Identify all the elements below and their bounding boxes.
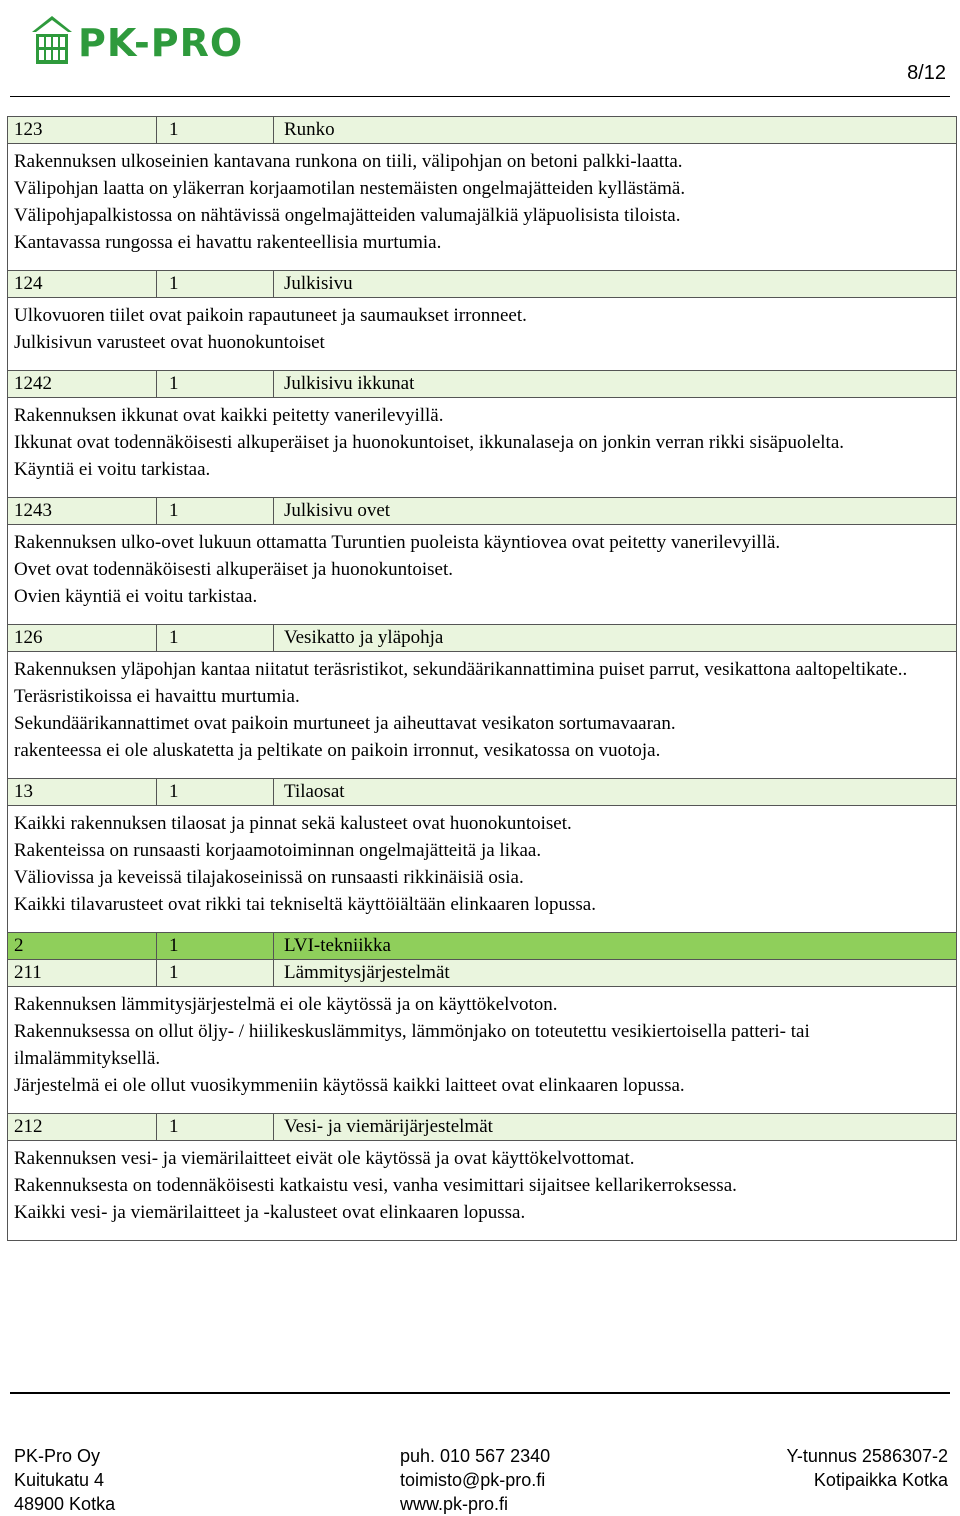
report-section	[7, 932, 957, 1114]
section-text-line: Ovet ovat todennäköisesti alkuperäiset ja huonokuntoiset.	[14, 559, 454, 580]
logo-text: PK-PRO	[78, 21, 244, 65]
section-code: 126	[8, 625, 157, 651]
pk-pro-logo	[30, 12, 290, 68]
section-text-line: Rakennuksesta on todennäköisesti katkaistu vesi, vanha vesimittari sijaitsee kellarikerroksessa.	[14, 1175, 737, 1196]
footer-email[interactable]: toimisto@pk-pro.fi	[400, 1470, 546, 1490]
report-section	[7, 624, 957, 779]
section-text-line: Ikkunat ovat todennäköisesti alkuperäiset ja huonokuntoiset, ikkunalaseja on jonkin verran rikki sisäpuolelta.	[14, 432, 844, 453]
footer-website[interactable]: www.pk-pro.fi	[400, 1494, 509, 1514]
footer-line: 48900 Kotka	[14, 1494, 116, 1514]
report-section	[7, 370, 957, 498]
report-section	[7, 1113, 957, 1241]
section-text-line: Sekundäärikannattimet ovat paikoin murtuneet ja aiheuttavat vesikaton sortumavaaran.	[14, 713, 676, 734]
report-section	[7, 116, 957, 271]
section-count: 1	[157, 1114, 274, 1140]
section-text-line: Ulkovuoren tiilet ovat paikoin rapautuneet ja saumaukset irronneet.	[14, 305, 527, 326]
page-number: 8/12	[907, 62, 946, 84]
section-count: 1	[157, 117, 274, 143]
section-text-line: Kaikki vesi- ja viemärilaitteet ja -kalusteet ovat elinkaaren lopussa.	[14, 1202, 526, 1223]
section-title: Vesikatto ja yläpohja	[284, 627, 444, 648]
section-header-row	[8, 271, 956, 298]
section-title: Runko	[284, 119, 335, 140]
section-title: Julkisivu ikkunat	[284, 373, 415, 394]
section-text-line: Kaikki rakennuksen tilaosat ja pinnat sekä kalusteet ovat huonokuntoiset.	[14, 813, 572, 834]
section-count: 1	[157, 371, 274, 397]
section-title: Julkisivu ovet	[284, 500, 391, 521]
footer-divider	[10, 1392, 950, 1394]
section-body	[8, 525, 956, 624]
footer-contact	[400, 1444, 550, 1516]
section-text-line: Rakennuksen ikkunat ovat kaikki peitetty vanerilevyillä.	[14, 405, 444, 426]
section-code: 211	[8, 960, 157, 986]
section-text-line: Käyntiä ei voitu tarkistaa.	[14, 459, 211, 480]
footer-company	[14, 1444, 115, 1516]
section-count: 1	[157, 625, 274, 651]
section-count: 1	[157, 498, 274, 524]
section-title: Tilaosat	[284, 781, 345, 802]
document-body	[7, 116, 957, 1240]
section-code: 212	[8, 1114, 157, 1140]
section-count: 1	[157, 933, 274, 959]
report-section	[7, 270, 957, 371]
section-text-line: Rakennuksen lämmitysjärjestelmä ei ole käytössä ja on käyttökelvoton.	[14, 994, 558, 1015]
report-section	[7, 778, 957, 933]
footer-line: PK-Pro Oy	[14, 1446, 101, 1466]
section-title: Vesi- ja viemärijärjestelmät	[284, 1116, 493, 1137]
section-code: 2	[8, 933, 157, 959]
section-text-line: Teräsristikoissa ei havaittu murtumia.	[14, 686, 300, 707]
section-text-line: Järjestelmä ei ole ollut vuosikymmeniin käytössä kaikki laitteet ovat elinkaaren lopussa.	[14, 1075, 685, 1096]
section-header-row	[8, 933, 956, 960]
section-body	[8, 806, 956, 932]
section-title: Julkisivu	[284, 273, 353, 294]
section-text-line: Rakennuksen yläpohjan kantaa niitatut teräsristikot, sekundäärikannattimina puiset parrut, vesikattona aaltopeltikate..	[14, 659, 908, 680]
section-code: 1243	[8, 498, 157, 524]
footer-line: Kotipaikka Kotka	[813, 1470, 948, 1490]
section-title: LVI-tekniikka	[284, 935, 391, 956]
section-count: 1	[157, 779, 274, 805]
section-body	[8, 987, 956, 1113]
section-text-line: Väliovissa ja keveissä tilajakoseinissä on runsaasti rikkinäisiä osia.	[14, 867, 524, 888]
section-header-row	[8, 779, 956, 806]
section-header-row	[8, 117, 956, 144]
section-text-line: Julkisivun varusteet ovat huonokuntoiset	[14, 332, 325, 353]
section-header-row	[8, 625, 956, 652]
section-text-line: Rakennuksessa on ollut öljy- / hiilikeskuslämmitys, lämmönjako on toteutettu vesikiertoisella patteri- tai ilmalämmityksellä.	[14, 1021, 810, 1069]
section-body	[8, 398, 956, 497]
footer-registration	[787, 1444, 948, 1492]
section-text-line: Rakenteissa on runsaasti korjaamotoiminnan ongelmajätteitä ja likaa.	[14, 840, 542, 861]
section-code: 124	[8, 271, 157, 297]
section-code: 123	[8, 117, 157, 143]
footer-line: Y-tunnus 2586307-2	[786, 1446, 948, 1466]
header-divider	[10, 96, 950, 97]
section-text-line: Rakennuksen ulkoseinien kantavana runkona on tiili, välipohjan on betoni palkki-laatta.	[14, 151, 683, 172]
section-header-row	[8, 960, 956, 987]
section-body	[8, 1141, 956, 1240]
report-section	[7, 497, 957, 625]
section-body	[8, 652, 956, 778]
section-body	[8, 298, 956, 370]
section-body	[8, 144, 956, 270]
section-count: 1	[157, 271, 274, 297]
section-header-row	[8, 371, 956, 398]
section-header-row	[8, 498, 956, 525]
section-text-line: Kantavassa rungossa ei havattu rakenteellisia murtumia.	[14, 232, 442, 253]
section-text-line: Rakennuksen vesi- ja viemärilaitteet eivät ole käytössä ja ovat käyttökelvottomat.	[14, 1148, 635, 1169]
section-text-line: Välipohjan laatta on yläkerran korjaamotilan nestemäisten ongelmajätteiden kyllästämä.	[14, 178, 686, 199]
section-code: 13	[8, 779, 157, 805]
footer-line: puh. 010 567 2340	[400, 1446, 551, 1466]
footer-line: Kuitukatu 4	[14, 1470, 105, 1490]
section-text-line: Ovien käyntiä ei voitu tarkistaa.	[14, 586, 258, 607]
section-text-line: Välipohjapalkistossa on nähtävissä ongelmajätteiden valumajälkiä yläpuolisista tiloista.	[14, 205, 681, 226]
section-text-line: Kaikki tilavarusteet ovat rikki tai tekniseltä käyttöiältään elinkaaren lopussa.	[14, 894, 596, 915]
section-title: Lämmitysjärjestelmät	[284, 962, 450, 983]
house-icon	[32, 16, 72, 64]
section-count: 1	[157, 960, 274, 986]
section-header-row	[8, 1114, 956, 1141]
section-text-line: rakenteessa ei ole aluskatetta ja peltikate on paikoin irronnut, vesikatossa on vuotoja.	[14, 740, 661, 761]
section-text-line: Rakennuksen ulko-ovet lukuun ottamatta Turuntien puoleista käyntiovea ovat peitetty vanerilevyillä.	[14, 532, 781, 553]
section-code: 1242	[8, 371, 157, 397]
